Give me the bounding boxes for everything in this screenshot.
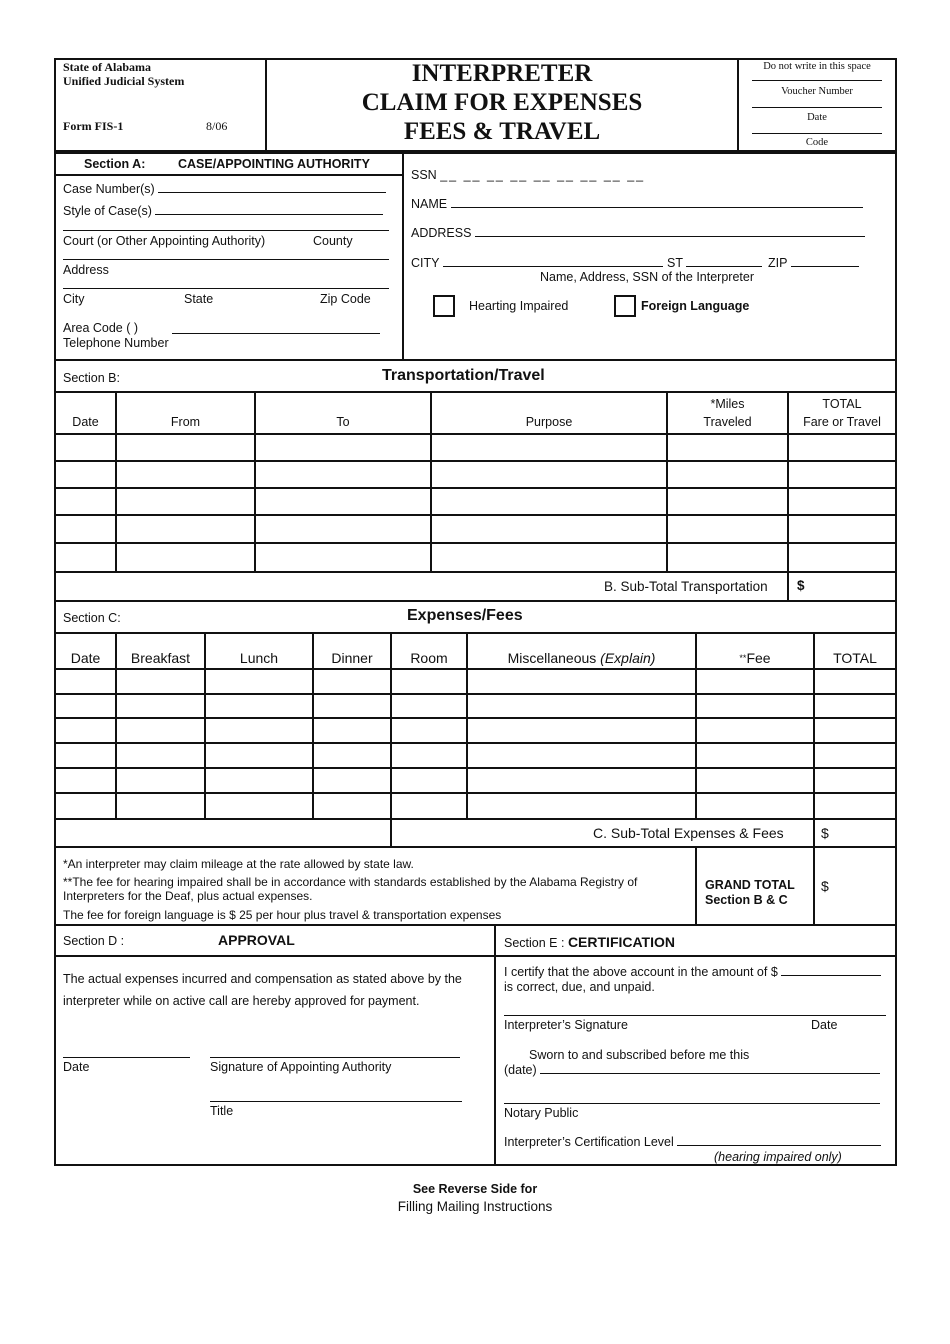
office-use-note: Do not write in this space bbox=[763, 61, 871, 72]
city-label: City bbox=[63, 292, 85, 306]
footer-instructions: Filling Mailing Instructions bbox=[397, 1199, 553, 1214]
interpreter-name-field[interactable]: NAME bbox=[411, 197, 863, 211]
interpreter-signature-line[interactable] bbox=[504, 1015, 886, 1016]
grand-total-label: GRAND TOTAL bbox=[705, 878, 795, 892]
section-a-title: CASE/APPOINTING AUTHORITY bbox=[178, 157, 370, 171]
interpreter-address-field[interactable]: ADDRESS bbox=[411, 226, 865, 240]
voucher-line bbox=[752, 80, 882, 81]
section-a-label: Section A: bbox=[84, 157, 146, 171]
c-col-fee: **Fee bbox=[739, 650, 771, 666]
b-col-total-line2: Fare or Travel bbox=[803, 415, 881, 429]
system-name: Unified Judicial System bbox=[63, 74, 185, 88]
b-subtotal-currency[interactable]: $ bbox=[797, 578, 805, 593]
note-hearing-fee-2: Interpreters for the Deaf, plus actual expenses. bbox=[63, 889, 313, 903]
telephone-input-line[interactable] bbox=[172, 333, 380, 334]
court-input-line[interactable] bbox=[63, 230, 389, 231]
section-d-title: APPROVAL bbox=[218, 932, 295, 948]
section-b-title: Transportation/Travel bbox=[382, 367, 545, 384]
address-input-line[interactable] bbox=[63, 259, 389, 260]
telephone-label: Telephone Number bbox=[63, 336, 169, 350]
c-col-dinner: Dinner bbox=[331, 650, 373, 666]
interpreter-city-field[interactable]: CITY bbox=[411, 256, 663, 270]
b-table-bottom-rule bbox=[54, 571, 897, 573]
b-subtotal-divider bbox=[787, 571, 789, 600]
section-de-title-rule bbox=[54, 955, 897, 957]
b-col-miles-line1: *Miles bbox=[710, 397, 745, 411]
office-date-label: Date bbox=[807, 112, 827, 123]
interpreter-signature-date-label: Date bbox=[811, 1018, 838, 1032]
section-b-top-rule bbox=[54, 359, 897, 361]
notary-label: Notary Public bbox=[504, 1106, 579, 1120]
certification-level-field[interactable]: Interpreter’s Certification Level bbox=[504, 1135, 881, 1149]
ssn-field[interactable]: SSN __ __ __ __ __ __ __ __ __ bbox=[411, 168, 646, 182]
b-header-bottom-rule bbox=[54, 433, 897, 435]
c-subtotal-currency[interactable]: $ bbox=[821, 825, 829, 841]
notes-top-rule bbox=[54, 846, 897, 848]
footer-reverse-side: See Reverse Side for bbox=[412, 1182, 538, 1196]
section-b-header-rule bbox=[54, 391, 897, 393]
city-input-line[interactable] bbox=[63, 288, 389, 289]
state-name: State of Alabama bbox=[63, 60, 151, 74]
date-line bbox=[752, 107, 882, 108]
section-c-label: Section C: bbox=[63, 611, 121, 625]
style-of-case-field[interactable]: Style of Case(s) bbox=[63, 204, 383, 218]
code-line bbox=[752, 133, 882, 134]
appointing-signature-label: Signature of Appointing Authority bbox=[210, 1060, 392, 1074]
form-title-line3: FEES & TRAVEL bbox=[403, 118, 601, 145]
interpreter-zip-field[interactable]: ZIP bbox=[768, 256, 859, 270]
certify-text-2: is correct, due, and unpaid. bbox=[504, 980, 655, 994]
table-row bbox=[54, 514, 897, 516]
section-a-divider bbox=[402, 152, 404, 359]
note-mileage: *An interpreter may claim mileage at the rate allowed by state law. bbox=[63, 857, 414, 871]
table-row bbox=[54, 693, 897, 695]
c-subtotal-label: C. Sub-Total Expenses & Fees bbox=[593, 825, 784, 841]
note-hearing-fee-1: **The fee for hearing impaired shall be in accordance with standards established by the Alabama Registry of bbox=[63, 875, 638, 889]
approval-text-2: interpreter while on active call are hereby approved for payment. bbox=[63, 994, 420, 1008]
b-subtotal-label: B. Sub-Total Transportation bbox=[604, 579, 768, 594]
area-code-field[interactable]: Area Code ( ) bbox=[63, 321, 139, 335]
section-c-top-rule bbox=[54, 600, 897, 602]
note-foreign-fee: The fee for foreign language is $ 25 per hour plus travel & transportation expenses bbox=[63, 908, 502, 922]
section-c-title: Expenses/Fees bbox=[407, 607, 523, 624]
table-row bbox=[54, 767, 897, 769]
case-number-field[interactable]: Case Number(s) bbox=[63, 182, 386, 196]
form-title-line1: INTERPRETER bbox=[411, 60, 593, 87]
interpreter-st-field[interactable]: ST bbox=[667, 256, 762, 270]
address-label: Address bbox=[63, 263, 109, 277]
section-de-top-rule bbox=[54, 924, 897, 926]
hearing-impaired-only-note: (hearing impaired only) bbox=[714, 1150, 842, 1164]
office-code-label: Code bbox=[805, 137, 829, 148]
section-c-header-rule bbox=[54, 632, 897, 634]
form-id: Form FIS-1 bbox=[63, 119, 124, 133]
c-table-bottom-rule bbox=[54, 818, 897, 820]
form-date: 8/06 bbox=[206, 119, 228, 133]
notary-line[interactable] bbox=[504, 1103, 880, 1104]
appointing-title-label: Title bbox=[210, 1104, 234, 1118]
foreign-language-label: Foreign Language bbox=[641, 299, 750, 313]
approval-date-label: Date bbox=[63, 1060, 90, 1074]
table-row bbox=[54, 792, 897, 794]
c-col-breakfast: Breakfast bbox=[130, 650, 191, 666]
sworn-text: Sworn to and subscribed before me this bbox=[529, 1048, 750, 1062]
b-col-to: To bbox=[336, 415, 350, 429]
hearing-impaired-checkbox[interactable] bbox=[433, 295, 455, 317]
section-a-title-rule bbox=[54, 174, 402, 176]
voucher-number-label: Voucher Number bbox=[781, 86, 853, 97]
zip-label: Zip Code bbox=[320, 292, 371, 306]
c-col-date: Date bbox=[70, 650, 101, 666]
grand-total-divider bbox=[695, 846, 697, 926]
certify-amount-field[interactable]: I certify that the above account in the amount of $ bbox=[504, 965, 881, 979]
county-label: County bbox=[313, 234, 353, 248]
form-title-line2: CLAIM FOR EXPENSES bbox=[361, 89, 643, 116]
b-col-total-line1: TOTAL bbox=[822, 397, 862, 411]
interpreter-caption: Name, Address, SSN of the Interpreter bbox=[540, 270, 754, 284]
section-de-divider bbox=[494, 924, 496, 1166]
b-col-from: From bbox=[170, 415, 201, 429]
c-col-total: TOTAL bbox=[833, 650, 877, 666]
foreign-language-checkbox[interactable] bbox=[614, 295, 636, 317]
table-row bbox=[54, 460, 897, 462]
table-row bbox=[54, 717, 897, 719]
appointing-signature-line[interactable] bbox=[210, 1057, 460, 1058]
section-d-label: Section D : bbox=[63, 934, 125, 948]
b-col-miles-line2: Traveled bbox=[703, 415, 752, 429]
grand-total-sublabel: Section B & C bbox=[705, 893, 788, 907]
b-col-date: Date bbox=[72, 415, 99, 429]
court-label: Court (or Other Appointing Authority) bbox=[63, 234, 266, 248]
total-divider bbox=[813, 818, 815, 926]
c-col-room: Room bbox=[410, 650, 448, 666]
hearing-impaired-label: Hearting Impaired bbox=[469, 299, 569, 313]
c-header-bottom-rule bbox=[54, 668, 897, 670]
b-col-purpose: Purpose bbox=[525, 415, 573, 429]
table-row bbox=[54, 542, 897, 544]
table-row bbox=[54, 487, 897, 489]
section-e-label: Section E : CERTIFICATION bbox=[504, 934, 676, 950]
approval-text-1: The actual expenses incurred and compensation as stated above by the bbox=[63, 972, 462, 986]
interpreter-signature-label: Interpreter’s Signature bbox=[504, 1018, 628, 1032]
state-label: State bbox=[184, 292, 214, 306]
table-row bbox=[54, 742, 897, 744]
sworn-date-field[interactable]: (date) bbox=[504, 1063, 880, 1077]
grand-total-currency[interactable]: $ bbox=[821, 878, 829, 894]
c-col-miscellaneous: Miscellaneous (Explain) bbox=[507, 650, 656, 666]
c-col-lunch: Lunch bbox=[239, 650, 279, 666]
appointing-title-line[interactable] bbox=[210, 1101, 462, 1102]
section-b-label: Section B: bbox=[63, 371, 120, 385]
approval-date-line[interactable] bbox=[63, 1057, 190, 1058]
